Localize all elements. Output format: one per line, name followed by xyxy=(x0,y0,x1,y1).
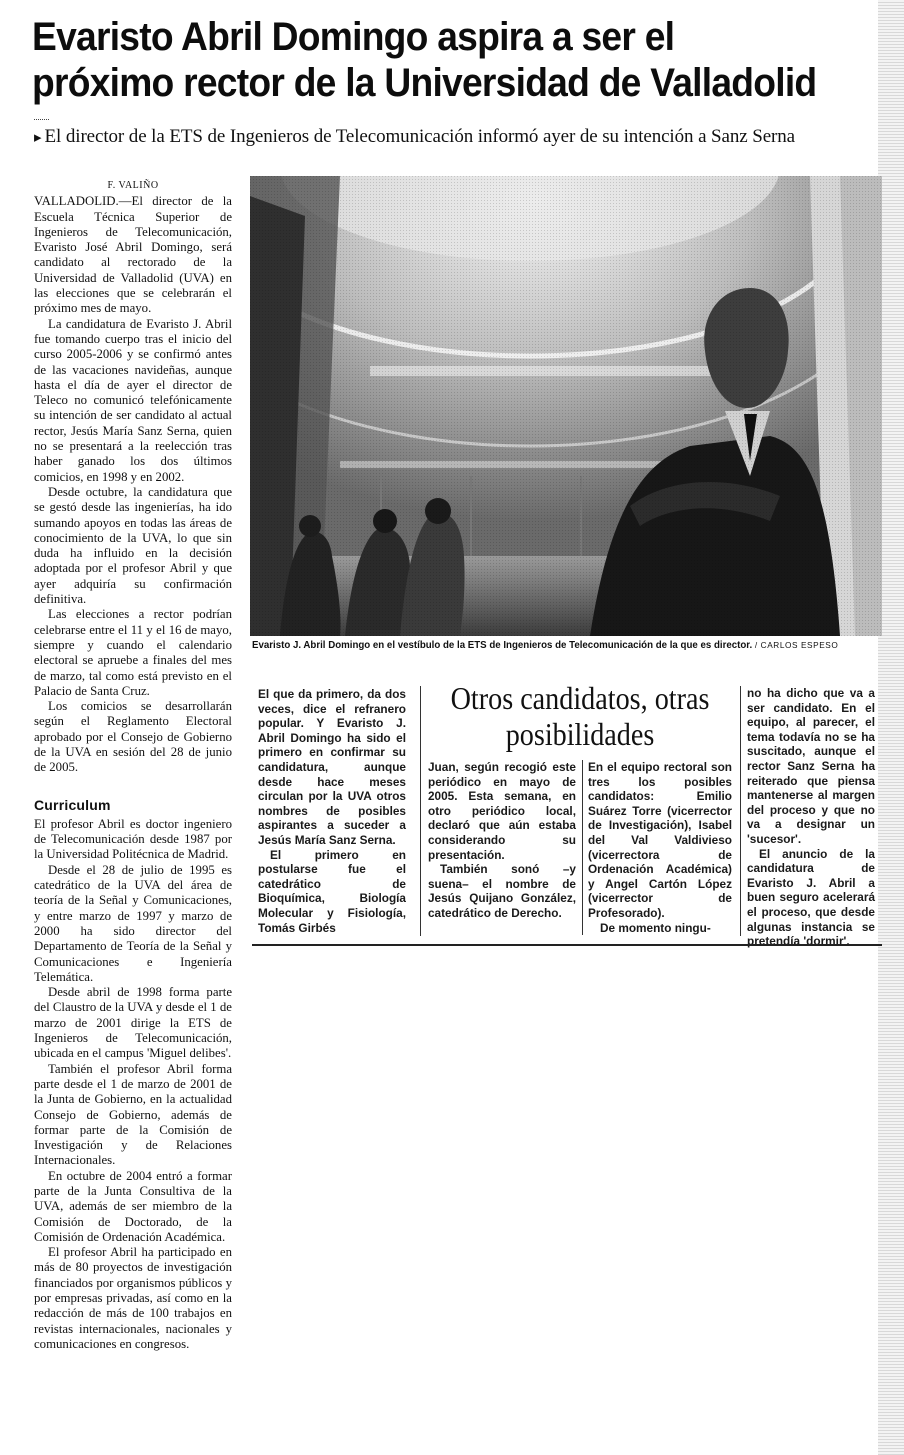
sidebar-column-2 xyxy=(588,760,732,935)
paragraph: Desde el 28 de julio de 1995 es catedrático de la UVA del área de teoría de la Señal y Comunicaciones, y entre marzo de 1997 y marzo de 2000 ha sido director del Departamento de Teoría de la Señal y Comunicaciones e Ingeniería Telemática. xyxy=(34,862,232,984)
paragraph: Las elecciones a rector podrían celebrarse entre el 11 y el 16 de mayo, siempre y cuando el calendario electoral se apruebe a finales del mes de marzo, tal como está previsto en el Palacio de Santa Cruz. xyxy=(34,607,232,698)
paragraph: En el equipo rectoral son tres los posibles candidatos: Emilio Suárez Torre (vicerrector de Investigación), Isabel del Val Valdivieso (vicerrectora de Ordenación Académica) y Angel Cartón López (vicerrector de Profesorado). xyxy=(588,760,732,920)
paragraph: El que da primero, da dos veces, dice el refranero popular. Y Evaristo J. Abril Domingo ha sido el primero en confirmar su candidatura, aunque desde hace meses circulan por la UVA otros nombres de posibles aspirantes a suceder a Jesús María Sanz Serna. xyxy=(258,687,406,847)
subheadline-row xyxy=(34,126,884,148)
sidebar-column-3 xyxy=(747,686,875,949)
article-column-continued xyxy=(258,687,406,935)
photo-credit: / CARLOS ESPESO xyxy=(754,640,839,650)
photo-caption xyxy=(252,640,865,651)
paragraph: La candidatura de Evaristo J. Abril fue tomando cuerpo tras el inicio del curso 2005-2006 y se confirmó antes de las vacaciones navideñas, aunque hasta el día de ayer el director de Teleco no comunicó telefónicamente su intención de ser candidato al actual rector, Jesús María Sanz Serna, quien no se presentará a la reelección tras haber ganado los dos últimos comicios, en 1998 y en 2002. xyxy=(34,316,232,484)
paragraph: Los comicios se desarrollarán según el Reglamento Electoral aprobado por el Consejo de Gobierno de la UVA en sesión del 28 de junio de 2005. xyxy=(34,699,232,775)
column-divider xyxy=(582,760,583,935)
sidebar-column-1 xyxy=(428,760,576,921)
photo-illustration xyxy=(250,176,882,636)
headline: Evaristo Abril Domingo aspira a ser el próximo rector de la Universidad de Valladolid xyxy=(32,15,817,105)
paragraph: El profesor Abril es doctor ingeniero de Telecomunicación desde 1987 por la Universidad Politécnica de Madrid. xyxy=(34,816,232,862)
subheadline: El director de la ETS de Ingenieros de Telecomunicación informó ayer de su intención a Sanz Serna xyxy=(44,126,795,147)
paragraph: VALLADOLID.—El director de la Escuela Técnica Superior de Ingenieros de Telecomunicación, Evaristo José Abril Domingo, será candidato al rectorado de la Universidad de Valladolid (UVA) en las elecciones que se celebrarán el próximo mes de mayo. xyxy=(34,194,232,316)
column-divider xyxy=(420,686,421,936)
byline: F. VALIÑO xyxy=(107,180,159,191)
triangle-bullet-icon: ▸ xyxy=(34,128,42,146)
article-photo xyxy=(250,176,882,636)
paragraph: no ha dicho que va a ser candidato. En el equipo, al parecer, el tema todavía no se ha suscitado, aunque el rector Sanz Serna ha reiterado que piensa mantenerse al margen del proceso y que no va a designar un 'sucesor'. xyxy=(747,686,875,846)
paragraph: También sonó –y suena– el nombre de Jesús Quijano González, catedrático de Derecho. xyxy=(428,862,576,920)
section-heading: Curriculum xyxy=(34,796,111,813)
paragraph: El primero en postularse fue el catedrático de Bioquímica, Biología Molecular y Fisiología, Tomás Girbés xyxy=(258,847,406,935)
sidebar-title: Otros candidatos, otras posibilidades xyxy=(450,680,710,752)
article-column-main xyxy=(34,176,232,1352)
subheadline-rule xyxy=(34,119,49,120)
paragraph: El profesor Abril ha participado en más de 80 proyectos de investigación financiados por organismos públicos y por empresas privadas, así como en la redacción de más de 100 trabajos en revistas internacionales, nacionales y comunicaciones en congresos. xyxy=(34,1245,232,1351)
paragraph: Juan, según recogió este periódico en mayo de 2005. Esta semana, en otro periódico local, declaró que aún estaba considerando su presentación. xyxy=(428,760,576,862)
paragraph: Desde octubre, la candidatura que se gestó desde las ingenierías, ha ido sumando apoyos en todas las áreas de conocimiento de la UVA, lo que sin duda ha influido en la decisión adoptada por el profesor Abril y que ayer adquiría su confirmación definitiva. xyxy=(34,484,232,607)
paragraph: En octubre de 2004 entró a formar parte de la Junta Consultiva de la UVA, además de ser miembro de la Comisión de Doctorado, de la Comisión de Ordenación Académica. xyxy=(34,1168,232,1244)
paragraph: El anuncio de la candidatura de Evaristo J. Abril a buen seguro acelerará el proceso, que desde algunas instancia se pretendía 'dormir'. xyxy=(747,846,875,949)
bottom-rule xyxy=(252,944,882,946)
caption-text: Evaristo J. Abril Domingo en el vestíbulo de la ETS de Ingenieros de Telecomunicación de la que es director. xyxy=(252,640,753,651)
paragraph: También el profesor Abril forma parte desde el 1 de marzo de 2001 de la Junta de Gobierno, en la actualidad Consejo de Gobierno, además de formar parte de la Comisión de Investigación y de Relaciones Internacionales. xyxy=(34,1061,232,1168)
column-divider xyxy=(740,686,741,936)
paragraph: Desde abril de 1998 forma parte del Claustro de la UVA y desde el 1 de marzo de 2001 dirige la ETS de Ingenieros de Telecomunicación, ubicada en el campus 'Miguel delibes'. xyxy=(34,985,232,1061)
paragraph: De momento ningu- xyxy=(600,920,711,935)
